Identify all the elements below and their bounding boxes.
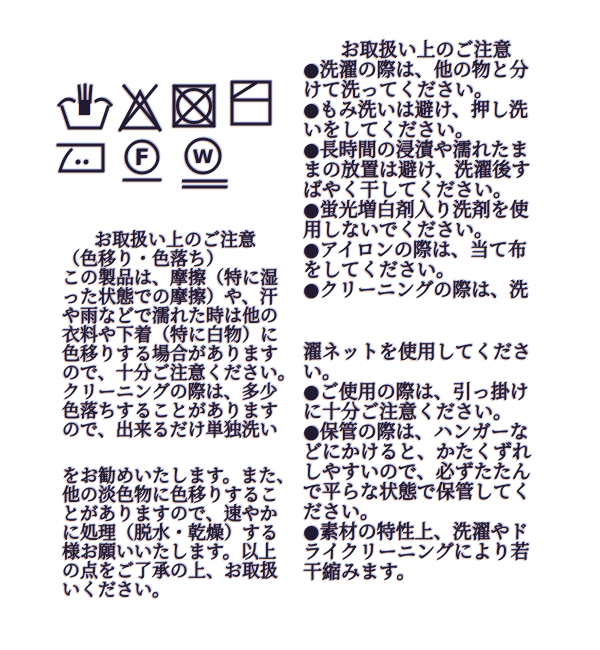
text-line: けて洗ってください。 [303, 79, 494, 101]
iron-medium-icon [56, 139, 108, 175]
left-care-notes-column [62, 230, 296, 601]
text-line: の点をご了承の上、お取扱 [62, 561, 278, 582]
text-line: 色移りする場合があります [62, 344, 278, 365]
text-line: いください。 [62, 580, 170, 601]
text-line: いをしてください。 [303, 119, 475, 141]
dry-clean-letter: F [134, 146, 150, 171]
text-line: ●保管の際は、ハンガーな [303, 421, 529, 443]
text-line: ださい。 [303, 501, 380, 523]
text-line: 用しないでください。 [303, 219, 494, 241]
text-line: ●クリーニングの際は、洗 [303, 279, 529, 301]
wet-clean-letter: W [192, 146, 214, 168]
text-line: ●もみ洗いは避け、押し洗 [303, 99, 528, 121]
text-line: しやすいので、必ずたたん [303, 461, 531, 483]
text-line: ●ご使用の際は、引っ掛け [303, 381, 529, 403]
text-line: ●蛍光増白剤入り洗剤を使 [303, 199, 529, 221]
text-line: まの放置は避け、洗濯後す [303, 159, 531, 181]
text-line: 様お願いいたします。以上 [62, 542, 277, 563]
hand-wash-icon [57, 82, 113, 132]
text-line: どにかけると、かたくずれ [303, 441, 532, 463]
text-line: 他の淡色物に色移りするこ [62, 485, 278, 506]
right-care-notes-column [303, 40, 549, 582]
text-line: ●素材の特性上、洗濯やド [303, 521, 529, 543]
text-line: この製品は、摩擦（特に湿 [62, 268, 278, 289]
right-care-block2 [303, 342, 549, 582]
left-care-block1 [62, 268, 296, 441]
text-line: に十分ご注意ください。 [303, 401, 513, 423]
text-line: とがありますので、速やか [62, 504, 278, 525]
text-line: に処理（脱水・乾燥）する [62, 523, 278, 544]
text-line: った状態での摩擦）や、汗 [62, 287, 278, 308]
text-line: ので、十分ご注意ください。 [62, 363, 296, 384]
left-care-block2 [62, 466, 295, 601]
text-line: ので、出来るだけ単独洗い [62, 420, 278, 441]
text-line: 色落ちすることがあります [62, 401, 278, 422]
do-not-bleach-icon [115, 78, 165, 134]
text-line: ●アイロンの際は、当て布 [303, 239, 527, 261]
text-line: ライクリーニングにより若 [303, 541, 530, 563]
dry-clean-f-icon [122, 138, 162, 184]
wet-clean-w-icon [182, 136, 230, 190]
dry-flat-in-shade-icon [229, 79, 273, 127]
right-column-gap [303, 300, 549, 342]
text-line: をお勧めいたします。また、 [62, 466, 295, 487]
text-line: 濯ネットを使用してくださ [303, 341, 532, 363]
left-care-subheading: （色移り・色落ち） [62, 249, 224, 270]
text-line: をしてください。 [303, 259, 456, 281]
text-line: 干縮みます。 [303, 561, 416, 583]
left-column-gap [62, 440, 288, 467]
right-care-heading: お取扱い上のご注意 [340, 39, 512, 61]
text-line: や雨などで濡れた時は他の [62, 306, 278, 327]
left-care-heading: お取扱い上のご注意 [94, 230, 256, 251]
text-line: ●洗濯の際は、他の物と分 [303, 59, 529, 81]
right-care-block1 [303, 60, 549, 300]
text-line: ●長時間の浸漬や濡れたま [303, 139, 529, 161]
do-not-tumble-dry-icon [170, 80, 218, 132]
text-line: 衣料や下着（特に白物）に [62, 325, 278, 346]
text-line: い。 [303, 361, 342, 383]
text-line: で平らな状態で保管してく [303, 481, 532, 503]
text-line: クリーニングの際は、多少 [62, 382, 278, 403]
text-line: ばやく干してください。 [303, 179, 513, 201]
